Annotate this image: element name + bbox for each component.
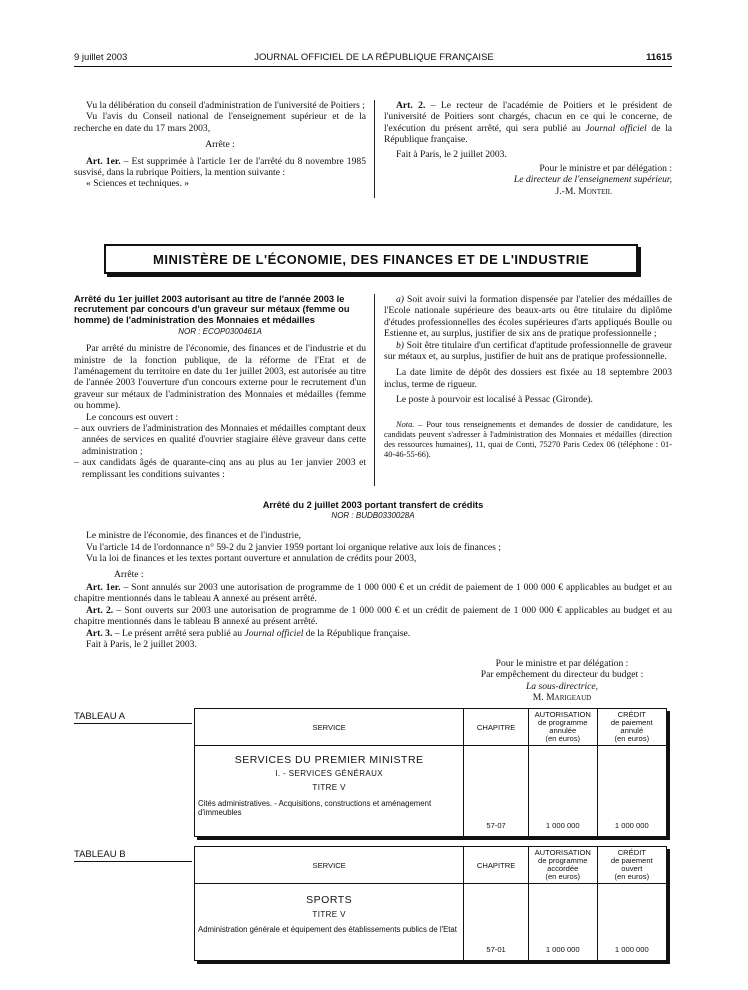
autorisation-cell: 1 000 000 [528, 884, 597, 961]
header-line: AUTORISATION [534, 710, 591, 719]
article-text: de la République française. [303, 627, 411, 639]
paragraph: Le ministre de l'économie, des finances et de l'industrie, [86, 530, 301, 542]
article-text: – Le présent arrêté sera publié au [112, 627, 245, 639]
arrete-label: Arrête : [114, 568, 144, 580]
signature-line: Pour le ministre et par délégation : [539, 163, 672, 175]
titre-label: TITRE V [312, 783, 346, 792]
header-chapitre: CHAPITRE [464, 709, 529, 746]
chapitre-cell: 57-07 [464, 746, 529, 837]
paragraph: Vu la loi de finances et les textes portant ouverture et annulation de crédits pour 2003, [86, 553, 417, 565]
item-text: Soit avoir suivi la formation dispensée par l'atelier des médailles de l'Ecole nationale supérieure des beaux-arts ou être titulaire du diplôme d'études professionnelles des écoles supérieures d'arts appliqués Boulle ou Estienne et, au surplus, justifier de six ans de pratique professionnelle ; [384, 294, 672, 340]
signature-name: J.-M. Monteil [555, 185, 612, 197]
paragraph: Vu la délibération du conseil d'administration de l'université de Poitiers ; [86, 100, 365, 111]
header-rule [74, 66, 672, 67]
nota [384, 420, 672, 460]
column-divider [374, 294, 375, 486]
fait-a-paris: Fait à Paris, le 2 juillet 2003. [86, 639, 197, 651]
paragraph: La date limite de dépôt des dossiers est fixée au 18 septembre 2003 inclus, terme de rigueur. [384, 367, 672, 390]
section-title: SPORTS [306, 894, 353, 906]
arrete2-title: Arrêté du 2 juillet 2003 portant transfert de crédits [262, 500, 484, 510]
arrete1-left-column [74, 294, 366, 480]
credit-cell: 1 000 000 [597, 746, 666, 837]
header-line: annulé [620, 726, 644, 735]
paragraph: Le concours est ouvert : [86, 411, 179, 423]
paragraph: Par arrêté du ministre de l'économie, des finances et de l'industrie et du ministre de la fonction publique, de la réforme de l'Etat et de l'aménagement du territoire en date du 1er juillet 2003, est autorisée au titre de l'année 2003 l'ouverture d'un concours externe pour le recrutement d'un graveur sur métaux de l'administration des Monnaies et médailles (femme ou homme). [74, 343, 366, 412]
item-text: Soit être titulaire d'un certificat d'aptitude professionnelle de graveur sur métaux et, au surplus, justifier de huit ans de pratique professionnelle. [384, 339, 672, 363]
header-line: (en euros) [614, 734, 650, 743]
top-left-column [74, 100, 366, 190]
autorisation-cell: 1 000 000 [528, 746, 597, 837]
signature-line: Par empêchement du directeur du budget : [480, 669, 644, 681]
paragraph: Vu l'avis du Conseil national de l'enseignement supérieur et de la recherche en date du 17 mars 2003, [74, 111, 366, 134]
article-text: – Sont ouverts sur 2003 une autorisation de programme de 1 000 000 € et un crédit de paiement de 1 000 000 € applicables au budget et au chapitre mentionnés dans le tableau B annexé au présent arrêté. [74, 604, 672, 628]
ministry-heading: MINISTÈRE DE L'ÉCONOMIE, DES FINANCES ET DE L'INDUSTRIE [104, 244, 638, 274]
header-line: CRÉDIT [617, 848, 646, 857]
header-line: AUTORISATION [534, 848, 591, 857]
article-label: Art. 1er. [86, 155, 121, 167]
header-line: CRÉDIT [617, 710, 646, 719]
section-title: SERVICES DU PREMIER MINISTRE [234, 754, 424, 766]
header-line: (en euros) [545, 734, 581, 743]
article-paragraph [74, 156, 366, 179]
article-paragraph [74, 582, 672, 605]
header-line: ouvert [621, 864, 643, 873]
header-line: de paiement [610, 718, 653, 727]
bullet-item: – aux candidats âgés de quarante-cinq ans au plus au 1er janvier 2003 et remplissant les conditions suivantes : [74, 457, 366, 480]
journal-italic: Journal officiel [585, 122, 647, 134]
paragraph: Vu l'article 14 de l'ordonnance n° 59-2 du 2 janvier 1959 portant loi organique relative aux lois de finances ; [86, 541, 501, 553]
header-credit [597, 847, 666, 884]
paragraph [384, 340, 672, 363]
article-label: Art. 1er. [86, 582, 121, 594]
nota-label: Nota. [396, 419, 415, 429]
article-label: Art. 2. [396, 100, 426, 111]
tableau-a [194, 708, 667, 837]
titre-label: TITRE V [312, 910, 346, 919]
header-line: de programme [538, 856, 588, 865]
item-label: a) [396, 294, 404, 305]
nota-text: – Pour tous renseignements et demandes de dossier de candidature, les candidats peuvent s'adresser à l'administration des Monnaies et médailles (direction des ressources humaines), 11, quai de Conti, 75270 Paris Cedex 06 (téléphone : 01-40-46-55-66). [384, 419, 672, 459]
signature-title: La sous-directrice, [525, 680, 599, 692]
arrete2-signature [452, 658, 672, 704]
bullet-item: – aux ouvriers de l'administration des Monnaies et médailles comptant deux années de services en qualité d'ouvrier stagiaire élève graveur dans cette administration ; [74, 423, 366, 457]
header-service: SERVICE [195, 709, 464, 746]
fait-a-paris: Fait à Paris, le 2 juillet 2003. [396, 148, 507, 160]
item-label: b) [396, 339, 404, 351]
article-text: de la République française. [384, 122, 673, 146]
tableau-b-rule [74, 861, 192, 862]
article-text: – Le recteur de l'académie de Poitiers et le président de l'université de Poitiers sont chargés, chacun en ce qui le concerne, de l'exécution du présent arrêté, qui sera publié au [384, 100, 672, 134]
arrete2-nor: NOR : BUDB0330028A [331, 511, 415, 521]
article-paragraph [74, 605, 672, 628]
paragraph: Le poste à pourvoir est localisé à Pessac (Gironde). [396, 394, 593, 406]
header-service: SERVICE [195, 847, 464, 884]
budget-item: Cités administratives. - Acquisitions, constructions et aménagement d'immeubles [198, 799, 432, 817]
article-text: – Sont annulés sur 2003 une autorisation de programme de 1 000 000 € et un crédit de paiement de 1 000 000 € applicables au budget et au chapitre mentionnés dans le tableau A annexé au présent arrêté. [74, 582, 672, 605]
column-divider [374, 100, 375, 198]
header-line: de programme [538, 718, 588, 727]
subsection-title: I. - SERVICES GÉNÉRAUX [275, 769, 384, 778]
chapitre-cell: 57-01 [464, 884, 529, 961]
budget-item: Administration générale et équipement des établissements publics de l'Etat [198, 925, 457, 934]
header-line: (en euros) [545, 872, 581, 881]
header-journal: JOURNAL OFFICIEL DE LA RÉPUBLIQUE FRANÇAISE [254, 52, 494, 63]
arrete1-title: Arrêté du 1er juillet 2003 autorisant au titre de l'année 2003 le recrutement par concours d'un graveur sur métaux (femme ou homme) de l'administration des Monnaies et médailles [74, 294, 350, 325]
header-date: 9 juillet 2003 [74, 52, 128, 63]
signature-line: Pour le ministre et par délégation : [495, 658, 629, 669]
header-credit [597, 709, 666, 746]
quote: « Sciences et techniques. » [86, 178, 190, 190]
article-paragraph [384, 100, 672, 146]
signature-title: Le directeur de l'enseignement supérieur, [513, 174, 672, 186]
article-label: Art. 2. [86, 604, 114, 616]
credit-cell: 1 000 000 [597, 884, 666, 961]
header-line: de paiement [610, 856, 653, 865]
tableau-b-label: TABLEAU B [74, 849, 126, 860]
article-text: – Est supprimée à l'article 1er de l'arrêté du 8 novembre 1985 susvisé, dans la rubrique Poitiers, la mention suivante : [74, 155, 366, 179]
header-autorisation [528, 847, 597, 884]
tableau-a-rule [74, 723, 192, 724]
service-cell [195, 746, 464, 837]
header-line: accordée [547, 864, 579, 873]
article-label: Art. 3. [86, 627, 113, 639]
arrete1-right-column [384, 294, 672, 460]
header-line: (en euros) [614, 872, 650, 881]
arrete2-section [74, 500, 672, 650]
header-autorisation [528, 709, 597, 746]
header-chapitre: CHAPITRE [464, 847, 529, 884]
tableau-a-label: TABLEAU A [74, 711, 126, 722]
signature-name: M. Marigeaud [532, 692, 592, 704]
arrete1-nor: NOR : ECOP0300461A [178, 327, 262, 337]
service-cell [195, 884, 464, 961]
tableau-b [194, 846, 667, 961]
header-line: annulée [549, 726, 577, 735]
header-page-number: 11615 [646, 52, 672, 63]
paragraph [384, 294, 672, 340]
arrete-label: Arrête : [205, 139, 235, 151]
article-paragraph [74, 628, 672, 639]
top-right-column [384, 100, 672, 197]
journal-italic: Journal officiel [244, 627, 304, 639]
